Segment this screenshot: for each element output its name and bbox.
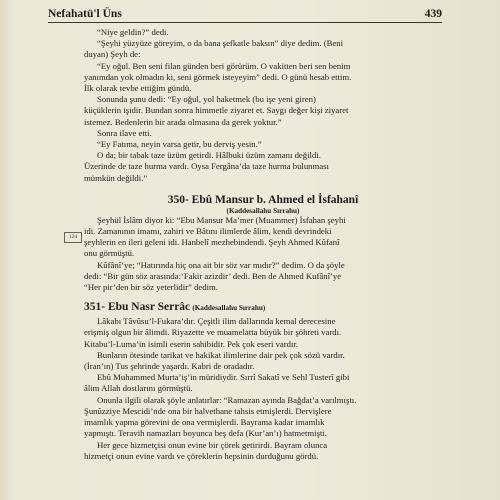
text-line: erişmiş olgun bir âlimdi. Riyazette ve muamelatta büyük bir şöhreti vardı. [84, 327, 342, 338]
book-title: Nefahatü'l Üns [48, 8, 122, 20]
section-title: 350- Ebû Mansur b. Ahmed el İsfahanî [167, 193, 359, 206]
section-title: 351- Ebu Nasr Serrâc [84, 301, 191, 314]
text-line: Kûfânî’ye; “Hatırında hiç ona ait bir söz var mıdır?” dedim. O da şöyle [97, 259, 345, 270]
text-line: “Her pir’den bir söz yeterlidir” dedim. [84, 282, 218, 293]
paragraph-section-351 [84, 316, 442, 462]
text-line: “Niye geldin?” dedi. [97, 27, 169, 37]
text-line: şeyhlerin en ileri geleni idi. Hanbelî mezhebindendi. Şeyh Ahmed Kûfanî [84, 237, 340, 248]
text-line: (İran’ın) Tus şehrinde yaşardı. Kabri de oradadır. [84, 361, 255, 372]
text-line: Sonra ilave etti. [97, 127, 152, 138]
text-line: duyan) Şeyh de: [84, 49, 141, 60]
text-line: imamlık yapma görevini de ona vermişlerdi. Bayrama kadar imamlık [84, 417, 325, 428]
text-line: “Şeyhi yüzyüze göreyim, o da bana şefkatle baksın” diye dedim. (Beni [97, 38, 344, 49]
text-line: Şeyhül İslâm diyor ki: “Ebu Mansur Ma’mer (Muammer) İsfahan şeyhi [97, 214, 346, 225]
text-line: yanımdan yok olmadın ki, seni görmek isteyeyim” dedi. O günü hesab ettim. [84, 71, 352, 82]
text-line: âlim Allah dostlarını görmüştü. [84, 383, 193, 394]
header-rule [48, 22, 442, 23]
paragraph-section-350 [84, 215, 442, 293]
text-line: “Ey Fatıma, neyin varsa getir, bu derviş yesin.” [97, 139, 262, 150]
text-line: küçüklerin işidir. Bundan sonra himmetle ziyaret et. Saygı değer kişi ziyaret [84, 105, 349, 116]
text-line: Onunla ilgili olarak şöyle anlatırlar: “Ramazan ayında Bağdat’a varılmıştı. [97, 394, 357, 405]
text-line: dedi: “Bir gün söz arasında:‘Fakir azizdir’ dedi. Ben de Ahmed Kufânî’ye [84, 270, 342, 281]
text-line: istemez. Bedenlerin bir arada olmasına da gerek yoktur.” [84, 116, 282, 127]
text-line: “Ey oğul. Ben seni filan günden beri görürüm. O vakitten beri sen benim [97, 60, 351, 71]
text-line: Şunûzziye Mescidi’nde ona bir halvethane tahsis etmişlerdi. Dervişlere [84, 405, 332, 416]
text-line: Üzerinde de taze hurma vardı. Oysa Fergâna’da taze hurma bulunması [84, 161, 329, 172]
text-line: İlk olarak tevbe ettiğim gündü. [84, 83, 192, 94]
paragraph-dialogue [84, 27, 442, 184]
section-heading-351 [84, 300, 442, 315]
text-line: onu görmüştü. [84, 248, 135, 259]
text-line: mümkün değildi.” [84, 172, 148, 183]
page-body [84, 27, 442, 462]
text-line: idi. Zamanının imamı, zahiri ve Bâtını ilimlerde âlim, kendi devrindeki [84, 226, 332, 237]
page-number: 439 [424, 8, 442, 20]
section-subtitle: (Kaddesallahu Sırrahu) [192, 304, 266, 313]
text-line: hizmetçi onun evine vardı ve çöreklerin hepsinin durduğunu gördü. [84, 450, 319, 461]
text-line: Her gece hizmetçisi onun evine bir çörek getirirdi. Bayram olunca [97, 439, 328, 450]
section-heading-350 [84, 193, 442, 215]
text-line: Sonunda şunu dedi: “Ey oğul, yol haketmek (bu işe yeni giren) [97, 94, 316, 105]
text-line: Kitabu’l-Luma’in isimli eserin sahibidir. Pek çok eseri vardır. [84, 338, 299, 349]
text-line: yapmıştı. Teravih namazları boyunca beş defa (Kur’an’ı) hatmetmişti. [84, 428, 327, 439]
margin-note: 124 [64, 232, 82, 243]
running-header [48, 7, 442, 21]
text-line: O da; bir tabak taze üzüm getirdi. Hâlbuki üzüm zamanı değildi. [97, 150, 321, 161]
text-line: Lâkabı Tâvûsu’l-Fukara’dır. Çeşitli ilim dallarında kemal derecesine [97, 316, 336, 327]
text-line: Ebû Muhammed Murta’iş’in müridiydir. Sırrî Sakatî ve Sehl Tusterî gibi [97, 372, 350, 383]
text-line: Bunların ötesinde tarikat ve hakikat ilimlerine dair pek çok sözü vardır. [97, 349, 345, 360]
section-subtitle: (Kaddesallahu Sırrahu) [226, 206, 300, 215]
